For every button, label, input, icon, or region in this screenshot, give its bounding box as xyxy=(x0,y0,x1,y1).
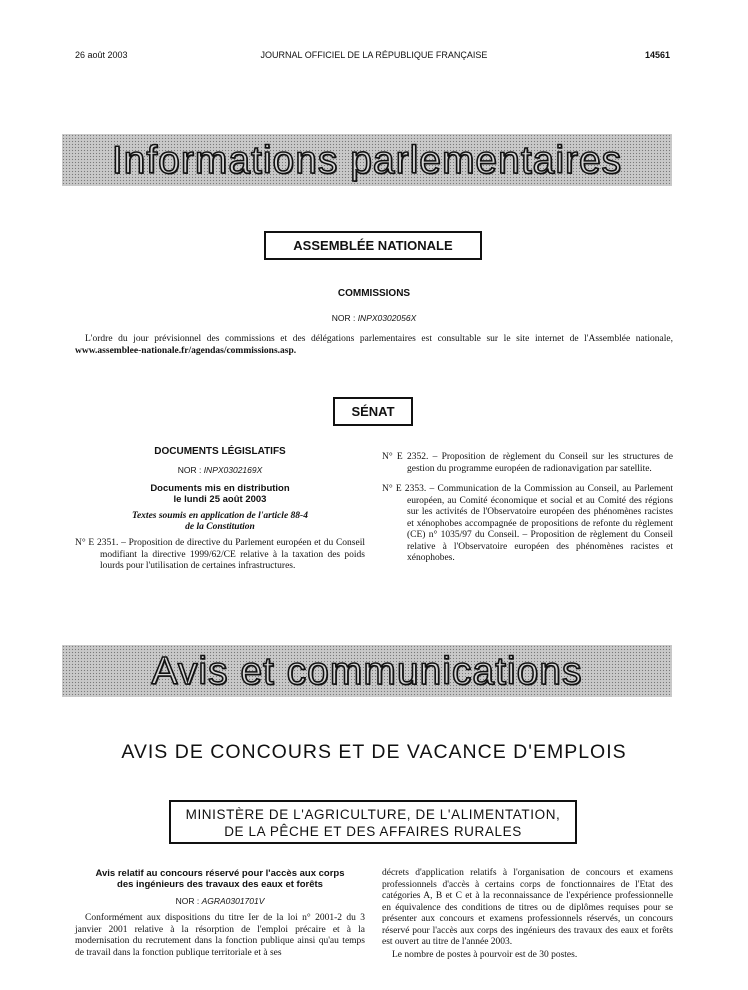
ministry-line-1: MINISTÈRE DE L'AGRICULTURE, DE L'ALIMENTATION, xyxy=(185,807,561,822)
nor-label: NOR : xyxy=(175,896,200,906)
nor-code: INPX0302056X xyxy=(357,313,417,323)
concours-right-column xyxy=(382,868,673,961)
publication-date: 26 août 2003 xyxy=(75,50,128,60)
banner-title: Informations parlementaires xyxy=(111,138,623,182)
senat-nor-reference xyxy=(75,465,365,475)
banner-informations-parlementaires xyxy=(62,134,672,186)
postes-paragraph: Le nombre de postes à pourvoir est de 30 postes. xyxy=(392,949,578,960)
journal-title: JOURNAL OFFICIEL DE LA RÉPUBLIQUE FRANÇAISE xyxy=(260,50,488,60)
ministry-box xyxy=(169,800,577,844)
banner-title: Avis et communications xyxy=(151,649,583,693)
constitution-line-2: de la Constitution xyxy=(185,522,255,532)
document-item-e2353: N° E 2353. – Communication de la Commission au Conseil, au Parlement européen, au Comité économique et social et au Comité des régions sur les activités de l'Observatoire européen des phénomènes racistes et xénophobes accompagnée de propositions de refonte du règlement (CE) n° 1035/97 du Conseil. – Proposition de règlement du Conseil relative à l'Observatoire européen des phénomènes racistes et xénophobes. xyxy=(382,484,673,563)
assemblee-url-link[interactable]: www.assemblee-nationale.fr/agendas/commissions.asp. xyxy=(75,345,297,356)
banner-avis-et-communications xyxy=(62,645,672,697)
assemblee-text: L'ordre du jour prévisionnel des commissions et des délégations parlementaires est consultable sur le site internet de l'Assemblée nationale, xyxy=(85,334,673,344)
concours-left-column xyxy=(75,868,365,959)
concours-nor-reference xyxy=(75,896,365,906)
nor-label: NOR : xyxy=(331,313,356,323)
assemblee-nationale-box: ASSEMBLÉE NATIONALE xyxy=(264,231,482,260)
distribution-subheading xyxy=(75,483,365,505)
avis-title xyxy=(75,868,365,890)
assemblee-paragraph xyxy=(75,334,673,357)
document-item-e2351: N° E 2351. – Proposition de directive du Parlement européen et du Conseil modifiant la directive 1999/62/CE relative à la taxation des poids lourds pour l'utilisation de certaines infrastructures. xyxy=(75,538,365,571)
concours-title: AVIS DE CONCOURS ET DE VACANCE D'EMPLOIS xyxy=(121,741,627,763)
concours-paragraph-right: décrets d'application relatifs à l'organisation de concours et examens professionnels d'accès à certains corps de fonctionnaires de l'Etat des catégories A, B et C et à la reconnaissance de l'expérience professionnelle en équivalence des conditions de titres ou de diplômes requises pour se présenter aux concours et examens professionnels réservés, un concours réservé pour l'accès aux corps des ingénieurs des travaux des eaux et forêts est ouvert au titre de l'année 2003. xyxy=(382,868,673,947)
nor-code: AGRA0301701V xyxy=(201,896,265,906)
page-number: 14561 xyxy=(644,50,670,60)
documents-legislatifs-heading: DOCUMENTS LÉGISLATIFS xyxy=(154,446,286,457)
ministry-line-2: DE LA PÊCHE ET DES AFFAIRES RURALES xyxy=(224,824,522,839)
avis-title-line-1: Avis relatif au concours réservé pour l'accès aux corps xyxy=(95,868,345,879)
constitution-subheading xyxy=(75,511,365,533)
constitution-line-1: Textes soumis en application de l'article 88-4 xyxy=(132,511,308,521)
distribution-line-1: Documents mis en distribution xyxy=(150,483,290,494)
nor-code: INPX0302169X xyxy=(203,465,263,475)
section-heading-commissions: COMMISSIONS xyxy=(337,288,411,299)
concours-paragraph-left: Conformément aux dispositions du titre Ier de la loi n° 2001-2 du 3 janvier 2001 relative à la résorption de l'emploi précaire et à la modernisation du recrutement dans la fonction publique ainsi qu'au temps de travail dans la fonction publique territoriale et à ses xyxy=(75,913,365,958)
nor-label: NOR : xyxy=(177,465,202,475)
avis-title-line-2: des ingénieurs des travaux des eaux et forêts xyxy=(117,879,323,890)
distribution-line-2: le lundi 25 août 2003 xyxy=(173,494,267,505)
senat-left-column xyxy=(75,446,365,579)
nor-reference xyxy=(0,313,748,323)
senat-right-column xyxy=(382,452,673,571)
senat-box: SÉNAT xyxy=(333,397,413,426)
document-item-e2352: N° E 2352. – Proposition de règlement du Conseil sur les structures de gestion du programme européen de radionavigation par satellite. xyxy=(382,452,673,474)
